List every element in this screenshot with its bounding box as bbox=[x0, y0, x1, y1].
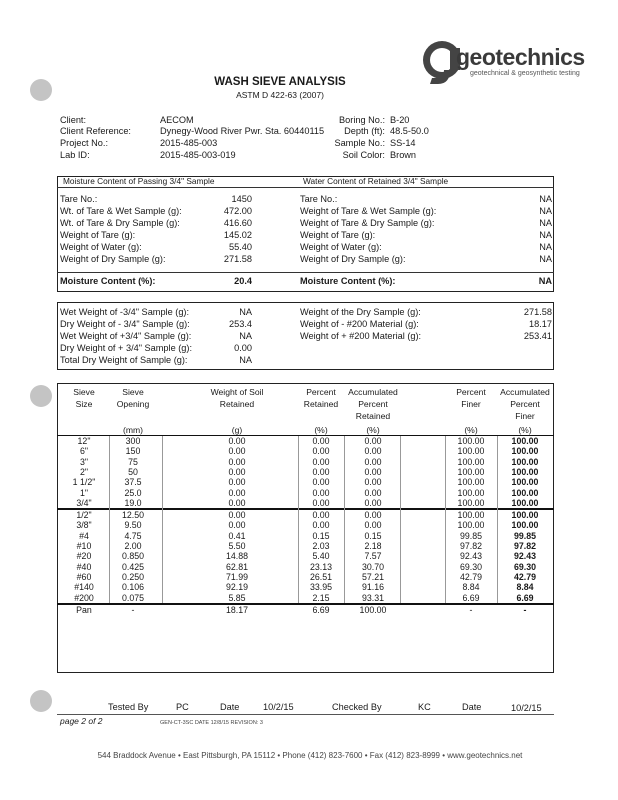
sieve-row-cell: 0.00 bbox=[364, 477, 382, 488]
client-value: AECOM bbox=[160, 115, 194, 125]
page-number: page 2 of 2 bbox=[60, 716, 103, 726]
sieve-row-cell: 0.00 bbox=[228, 446, 246, 457]
sieve-row-cell: 12" bbox=[77, 436, 91, 446]
soil-color-value: Brown bbox=[390, 150, 417, 160]
depth-label: Depth (ft): bbox=[344, 126, 385, 136]
sieve-row-cell: #200 bbox=[74, 592, 94, 603]
moisture-left-value: 55.40 bbox=[229, 242, 252, 252]
sieve-header-cell: Percent bbox=[456, 387, 486, 397]
sieve-header-cell: Sieve bbox=[122, 387, 144, 397]
moisture-right-value: NA bbox=[539, 242, 552, 252]
sieve-row-cell: 0.00 bbox=[364, 466, 382, 477]
sieve-row-cell: 100.00 bbox=[457, 466, 485, 477]
sieve-row-cell: 0.00 bbox=[228, 520, 246, 531]
sieve-row-cell: 0.00 bbox=[228, 487, 246, 498]
moisture-left-label: Wt. of Tare & Wet Sample (g): bbox=[60, 206, 182, 216]
sieve-row-cell: 0.00 bbox=[312, 477, 330, 488]
sieve-unit-cell: (%) bbox=[366, 425, 380, 435]
sieve-row-cell: 92.43 bbox=[513, 551, 536, 562]
sieve-row-cell: 0.250 bbox=[121, 571, 144, 582]
sieve-row-cell: 0.00 bbox=[228, 466, 246, 477]
sieve-row-cell: 100.00 bbox=[457, 436, 485, 446]
sieve-unit-cell: (%) bbox=[314, 425, 328, 435]
weight-left-label: Dry Weight of + 3/4" Sample (g): bbox=[60, 343, 193, 353]
lab-id-label: Lab ID: bbox=[60, 150, 90, 160]
sieve-row-cell: 3" bbox=[79, 456, 88, 467]
sieve-row-cell: 0.00 bbox=[312, 497, 330, 508]
sieve-row-cell: 100.00 bbox=[511, 446, 539, 457]
sieve-row-cell: 0.41 bbox=[228, 530, 246, 541]
sieve-unit-cell: (%) bbox=[518, 425, 532, 435]
tested-date-label: Date bbox=[220, 702, 240, 712]
sieve-row-cell: 150 bbox=[125, 446, 141, 457]
moisture-right-value: NA bbox=[539, 254, 552, 264]
sieve-row-cell: 100.00 bbox=[457, 446, 485, 457]
sieve-row-cell: 0.00 bbox=[364, 446, 382, 457]
sieve-row-cell: 19.0 bbox=[124, 497, 142, 508]
sieve-row-cell: 100.00 bbox=[457, 497, 485, 508]
sieve-row-cell: #10 bbox=[76, 541, 92, 551]
sieve-row-cell: 2" bbox=[79, 466, 88, 477]
sieve-row-cell: 69.30 bbox=[459, 561, 482, 572]
sieve-row-cell: 5.50 bbox=[228, 541, 246, 551]
sieve-row-cell: 100.00 bbox=[457, 510, 485, 521]
moisture-left-label: Weight of Tare (g): bbox=[60, 230, 136, 240]
sieve-row-cell: 1 1/2" bbox=[72, 477, 96, 488]
moisture-right-label: Weight of Dry Sample (g): bbox=[300, 254, 406, 264]
sieve-pan-cell: - bbox=[523, 604, 527, 615]
sieve-unit-cell: (%) bbox=[464, 425, 478, 435]
sieve-row-cell: 42.79 bbox=[459, 571, 482, 582]
tested-by-value: PC bbox=[176, 702, 189, 712]
sieve-pan-cell: - bbox=[131, 604, 135, 615]
sieve-row-cell: 3/8" bbox=[76, 520, 92, 531]
checked-date-label: Date bbox=[462, 702, 482, 712]
sieve-row-cell: 0.00 bbox=[364, 510, 382, 521]
weight-right-label: Weight of - #200 Material (g): bbox=[300, 319, 419, 329]
moisture-right-value: NA bbox=[539, 230, 552, 240]
sieve-row-cell: 93.31 bbox=[361, 592, 384, 603]
right-moisture-content-value: NA bbox=[538, 276, 552, 286]
sieve-header-cell: Percent bbox=[358, 399, 388, 409]
binder-hole-top bbox=[30, 79, 52, 101]
binder-hole-bottom bbox=[30, 690, 52, 712]
sieve-row-cell: 100.00 bbox=[511, 466, 539, 477]
sieve-row-cell: 0.00 bbox=[312, 520, 330, 531]
sieve-row-cell: 6.69 bbox=[462, 592, 480, 603]
sieve-row-cell: 100.00 bbox=[511, 436, 539, 446]
sieve-row-cell: 100.00 bbox=[457, 487, 485, 498]
sieve-row-cell: 100.00 bbox=[511, 510, 539, 521]
sieve-row-cell: 9.50 bbox=[124, 520, 142, 531]
sample-label: Sample No.: bbox=[334, 138, 385, 148]
sieve-row-cell: 0.00 bbox=[312, 456, 330, 467]
moisture-left-label: Weight of Water (g): bbox=[60, 242, 142, 252]
moisture-right-value: NA bbox=[539, 218, 552, 228]
sieve-row-cell: 0.15 bbox=[312, 530, 330, 541]
sieve-row-cell: 97.82 bbox=[513, 541, 536, 551]
form-code: GEN-CT-3SC DATE 12/8/15 REVISION: 3 bbox=[160, 720, 263, 726]
moisture-right-label: Weight of Tare (g): bbox=[300, 230, 376, 240]
sieve-row-cell: 12.50 bbox=[121, 510, 144, 521]
sieve-row-cell: 69.30 bbox=[513, 561, 536, 572]
weight-left-label: Total Dry Weight of Sample (g): bbox=[60, 355, 188, 365]
moisture-left-value: 271.58 bbox=[223, 254, 252, 264]
logo-tagline: geotechnical & geosynthetic testing bbox=[470, 70, 580, 77]
weight-right-label: Weight of the Dry Sample (g): bbox=[300, 307, 421, 317]
soil-color-label: Soil Color: bbox=[342, 150, 385, 160]
moisture-right-value: NA bbox=[539, 206, 552, 216]
sieve-row-cell: 3/4" bbox=[76, 497, 92, 508]
sieve-row-cell: 2.03 bbox=[312, 541, 330, 551]
sieve-row-cell: 57.21 bbox=[361, 571, 384, 582]
sieve-row-cell: 0.00 bbox=[228, 436, 246, 446]
moisture-right-label: Weight of Water (g): bbox=[300, 242, 382, 252]
sieve-header-cell: Accumulated bbox=[500, 387, 550, 397]
moisture-left-value: 416.60 bbox=[223, 218, 252, 228]
sieve-row-cell: 2.18 bbox=[364, 541, 382, 551]
page-title: WASH SIEVE ANALYSIS bbox=[214, 76, 346, 88]
sieve-row-cell: 23.13 bbox=[309, 561, 332, 572]
logo-wordmark: geotechnics bbox=[456, 44, 585, 70]
weight-left-value: NA bbox=[239, 331, 252, 341]
moisture-right-label: Tare No.: bbox=[300, 194, 338, 204]
sieve-row-cell: 62.81 bbox=[225, 561, 248, 572]
client-ref-label: Client Reference: bbox=[60, 126, 131, 136]
sieve-row-cell: #60 bbox=[76, 571, 92, 582]
sieve-row-cell: 97.82 bbox=[459, 541, 482, 551]
checked-date-value: 10/2/15 bbox=[511, 703, 542, 713]
sieve-row-cell: 33.95 bbox=[309, 582, 332, 593]
sieve-header-cell: Retained bbox=[303, 399, 339, 409]
sieve-header-cell: Percent bbox=[510, 399, 540, 409]
sieve-header-cell: Sieve bbox=[73, 387, 95, 397]
sieve-header-cell: Accumulated bbox=[348, 387, 398, 397]
sieve-row-cell: 71.99 bbox=[225, 571, 248, 582]
sieve-row-cell: #4 bbox=[79, 530, 89, 541]
sieve-row-cell: #140 bbox=[74, 582, 94, 593]
sieve-row-cell: 100.00 bbox=[511, 487, 539, 498]
company-logo bbox=[420, 40, 585, 88]
sieve-row-cell: 50 bbox=[128, 466, 138, 477]
sieve-row-cell: 6.69 bbox=[516, 592, 534, 603]
sieve-row-cell: 42.79 bbox=[513, 571, 536, 582]
sieve-row-cell: 5.85 bbox=[228, 592, 246, 603]
sieve-row-cell: 100.00 bbox=[511, 456, 539, 467]
boring-value: B-20 bbox=[390, 115, 410, 125]
moisture-left-label: Tare No.: bbox=[60, 194, 98, 204]
sieve-header-cell: Size bbox=[75, 399, 93, 409]
sieve-header-cell: Opening bbox=[116, 399, 150, 409]
sieve-row-cell: 25.0 bbox=[124, 487, 142, 498]
sieve-pan-cell: Pan bbox=[76, 604, 92, 615]
weight-left-value: NA bbox=[239, 355, 252, 365]
sieve-row-cell: 100.00 bbox=[457, 477, 485, 488]
sieve-header-cell: Retained bbox=[355, 411, 391, 421]
moisture-left-value: 1450 bbox=[231, 194, 252, 204]
sieve-row-cell: 0.075 bbox=[121, 592, 144, 603]
standard-reference: ASTM D 422-63 (2007) bbox=[236, 90, 324, 100]
sieve-row-cell: 1" bbox=[79, 487, 88, 498]
sieve-row-cell: 4.75 bbox=[124, 530, 142, 541]
weight-left-label: Dry Weight of - 3/4" Sample (g): bbox=[60, 319, 190, 329]
weight-right-value: 18.17 bbox=[529, 319, 552, 329]
right-moisture-content-label: Moisture Content (%): bbox=[300, 276, 396, 286]
sieve-row-cell: 0.00 bbox=[228, 510, 246, 521]
sieve-row-cell: 0.00 bbox=[364, 497, 382, 508]
client-label: Client: bbox=[60, 115, 87, 125]
sieve-header-cell: Finer bbox=[515, 411, 535, 421]
sieve-row-cell: 5.40 bbox=[312, 551, 330, 562]
sieve-row-cell: 100.00 bbox=[511, 477, 539, 488]
moisture-left-value: 145.02 bbox=[223, 230, 252, 240]
sieve-row-cell: 0.00 bbox=[312, 487, 330, 498]
footer-contact: 544 Braddock Avenue • East Pittsburgh, PA 15112 • Phone (412) 823-7600 • Fax (412) 823-8999 • www.geotechnics.net bbox=[97, 751, 523, 760]
sieve-row-cell: 91.16 bbox=[361, 582, 384, 593]
sieve-header-cell: Retained bbox=[219, 399, 255, 409]
moisture-right-value: NA bbox=[539, 194, 552, 204]
sieve-row-cell: 100.00 bbox=[511, 497, 539, 508]
depth-value: 48.5-50.0 bbox=[390, 126, 429, 136]
sieve-row-cell: 0.00 bbox=[312, 446, 330, 457]
sieve-row-cell: 100.00 bbox=[457, 520, 485, 531]
sieve-row-cell: 92.43 bbox=[459, 551, 482, 562]
checked-by-label: Checked By bbox=[332, 702, 382, 712]
sieve-row-cell: 1/2" bbox=[76, 510, 92, 521]
weight-left-value: 253.4 bbox=[229, 319, 252, 329]
sieve-row-cell: 7.57 bbox=[364, 551, 382, 562]
sieve-row-cell: 0.00 bbox=[228, 477, 246, 488]
sieve-row-cell: 100.00 bbox=[457, 456, 485, 467]
sieve-row-cell: #40 bbox=[76, 561, 92, 572]
sieve-pan-cell: 18.17 bbox=[225, 604, 248, 615]
weight-left-label: Wet Weight of +3/4" Sample (g): bbox=[60, 331, 192, 341]
sieve-row-cell: 26.51 bbox=[309, 571, 332, 582]
sieve-row-cell: 92.19 bbox=[225, 582, 248, 593]
sieve-row-cell: 0.00 bbox=[312, 510, 330, 521]
moisture-left-label: Wt. of Tare & Dry Sample (g): bbox=[60, 218, 180, 228]
sieve-pan-cell: 6.69 bbox=[312, 604, 330, 615]
left-moisture-content-value: 20.4 bbox=[234, 276, 252, 286]
client-ref-value: Dynegy-Wood River Pwr. Sta. 60440115 bbox=[160, 126, 325, 136]
sieve-unit-cell: (mm) bbox=[122, 425, 144, 435]
sieve-row-cell: 75 bbox=[128, 456, 138, 467]
weight-left-value: NA bbox=[239, 307, 252, 317]
sieve-pan-cell: - bbox=[469, 604, 473, 615]
sieve-row-cell: 300 bbox=[125, 436, 141, 446]
lab-id-value: 2015-485-003-019 bbox=[160, 150, 236, 160]
sieve-row-cell: 0.00 bbox=[228, 497, 246, 508]
sieve-row-cell: 0.00 bbox=[364, 520, 382, 531]
sieve-row-cell: 6" bbox=[79, 446, 88, 457]
sieve-row-cell: 0.00 bbox=[364, 456, 382, 467]
sieve-row-cell: 0.00 bbox=[364, 436, 382, 446]
sieve-row-cell: 0.00 bbox=[312, 466, 330, 477]
moisture-right-label: Weight of Tare & Wet Sample (g): bbox=[300, 206, 437, 216]
checked-by-value: KC bbox=[418, 702, 431, 712]
project-value: 2015-485-003 bbox=[160, 138, 218, 148]
moisture-right-header: Water Content of Retained 3/4" Sample bbox=[303, 176, 449, 186]
weight-left-label: Wet Weight of -3/4" Sample (g): bbox=[60, 307, 190, 317]
weight-right-value: 271.58 bbox=[523, 307, 552, 317]
sieve-row-cell: 100.00 bbox=[511, 520, 539, 531]
sieve-row-cell: 0.15 bbox=[364, 530, 382, 541]
sieve-header-cell: Weight of Soil bbox=[210, 387, 264, 397]
project-label: Project No.: bbox=[60, 138, 108, 148]
moisture-left-header: Moisture Content of Passing 3/4" Sample bbox=[63, 176, 215, 186]
sieve-row-cell: 14.88 bbox=[225, 551, 248, 562]
sieve-row-cell: 0.00 bbox=[228, 456, 246, 467]
sieve-row-cell: 0.850 bbox=[121, 551, 144, 562]
sample-value: SS-14 bbox=[390, 138, 416, 148]
moisture-left-value: 472.00 bbox=[223, 206, 252, 216]
weight-right-label: Weight of + #200 Material (g): bbox=[300, 331, 422, 341]
sieve-row-cell: #20 bbox=[76, 551, 92, 562]
sieve-row-cell: 8.84 bbox=[516, 582, 534, 593]
sieve-header-cell: Percent bbox=[306, 387, 336, 397]
sieve-row-cell: 99.85 bbox=[513, 530, 536, 541]
sieve-row-cell: 0.425 bbox=[121, 561, 144, 572]
moisture-left-label: Weight of Dry Sample (g): bbox=[60, 254, 166, 264]
sieve-row-cell: 37.5 bbox=[124, 477, 142, 488]
sieve-row-cell: 0.00 bbox=[364, 487, 382, 498]
sieve-row-cell: 0.106 bbox=[121, 582, 144, 593]
sieve-row-cell: 2.15 bbox=[312, 592, 330, 603]
tested-date-value: 10/2/15 bbox=[263, 702, 294, 712]
boring-label: Boring No.: bbox=[339, 115, 385, 125]
weight-right-value: 253.41 bbox=[523, 331, 552, 341]
moisture-right-label: Weight of Tare & Dry Sample (g): bbox=[300, 218, 435, 228]
sieve-row-cell: 0.00 bbox=[312, 436, 330, 446]
sieve-header-cell: Finer bbox=[461, 399, 481, 409]
sieve-unit-cell: (g) bbox=[231, 425, 243, 435]
sieve-row-cell: 2.00 bbox=[124, 541, 142, 551]
weight-left-value: 0.00 bbox=[234, 343, 252, 353]
left-moisture-content-label: Moisture Content (%): bbox=[60, 276, 156, 286]
tested-by-label: Tested By bbox=[108, 702, 149, 712]
sieve-pan-cell: 100.00 bbox=[359, 604, 387, 615]
sieve-row-cell: 30.70 bbox=[361, 561, 384, 572]
sieve-row-cell: 99.85 bbox=[459, 530, 482, 541]
sieve-row-cell: 8.84 bbox=[462, 582, 480, 593]
